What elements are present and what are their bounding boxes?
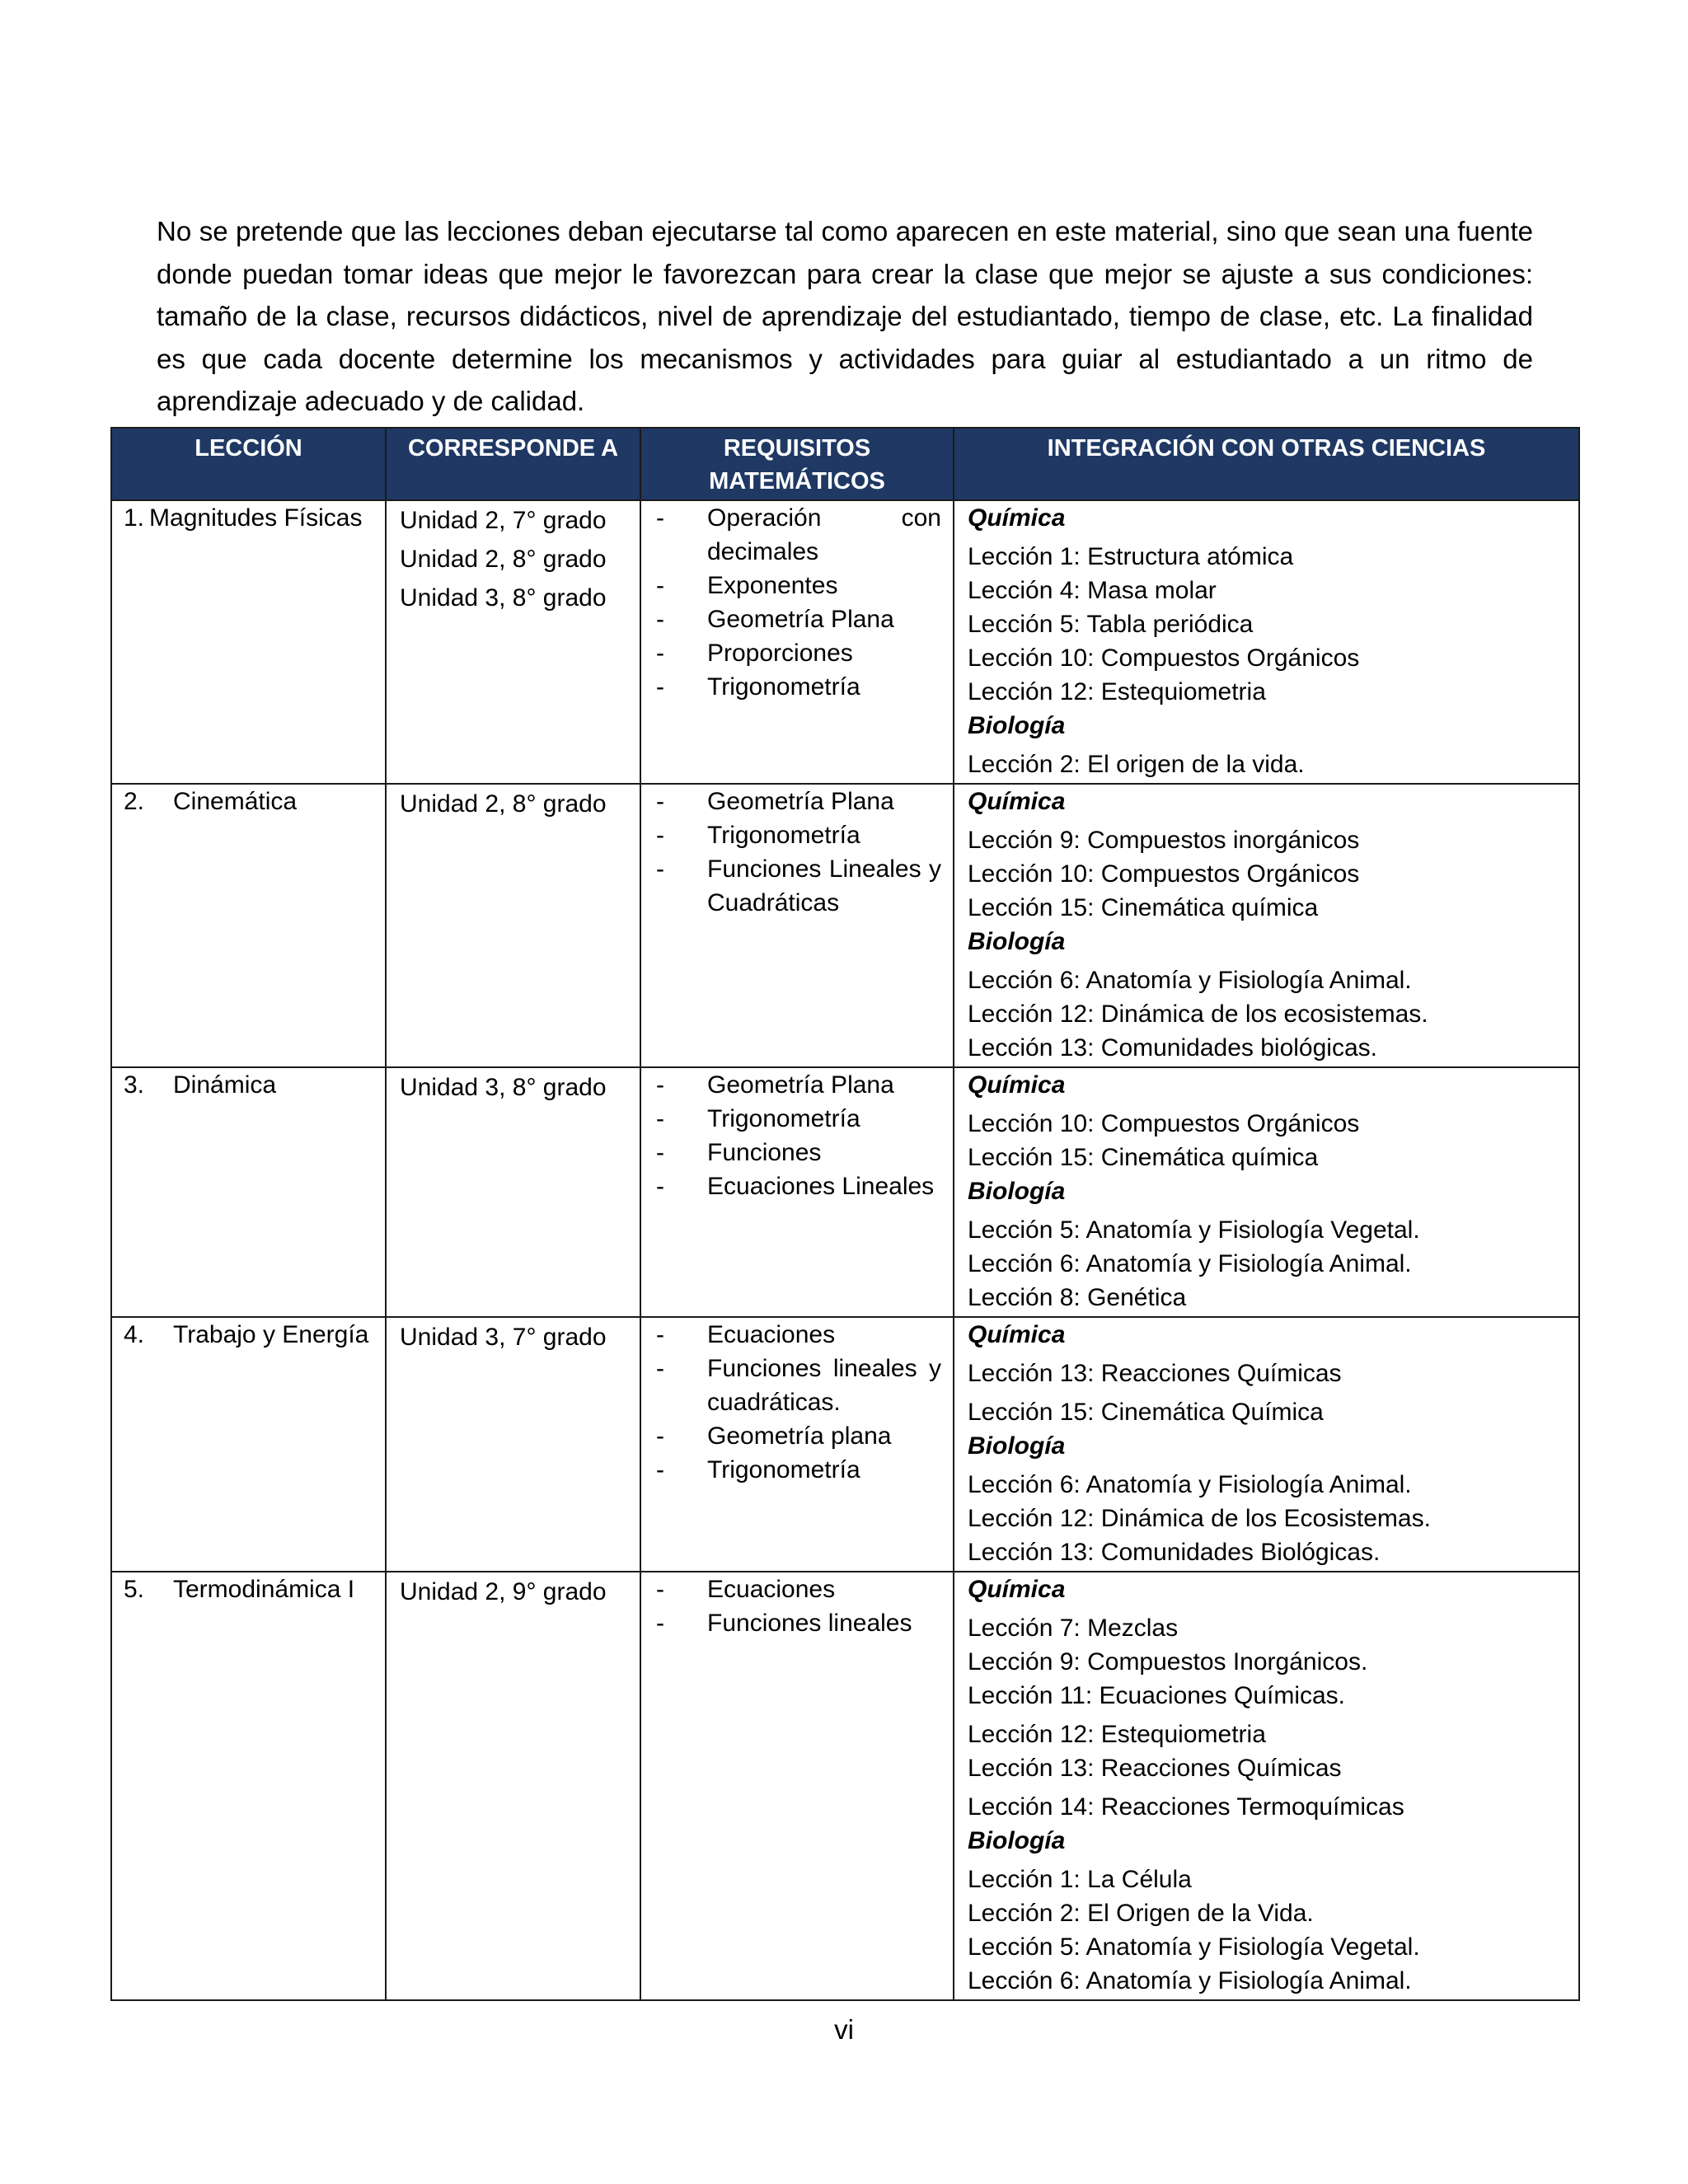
biology-lesson-item: Lección 13: Comunidades Biológicas. — [968, 1539, 1381, 1566]
lesson-cell — [111, 500, 386, 784]
requirements-list — [654, 1572, 945, 1640]
integration-cell — [954, 784, 1579, 1067]
subject-heading-biology: Biología — [968, 1432, 1066, 1460]
subject-heading-biology: Biología — [968, 1178, 1066, 1205]
lesson-number: 3. — [124, 1071, 145, 1099]
chemistry-lesson-item: Lección 9: Compuestos inorgánicos — [968, 827, 1360, 854]
subject-heading-chemistry: Química — [968, 1321, 1066, 1348]
header-leccion: LECCIÓN — [111, 428, 386, 500]
biology-lesson-item: Lección 2: El Origen de la Vida. — [968, 1900, 1314, 1927]
biology-lesson-item: Lección 8: Genética — [968, 1284, 1187, 1311]
lesson-name: Trabajo y Energía — [173, 1321, 369, 1348]
requirement-item: - Exponentes — [654, 569, 945, 602]
requirement-item: - Funciones — [654, 1136, 945, 1169]
intro-paragraph: No se pretende que las lecciones deban ejecutarse tal como aparecen en este material, sino que sean una fuente donde puedan tomar ideas que mejor le favorezcan para crear la clase que mejor se ajuste a sus condiciones: tamaño de la clase, recursos didácticos, nivel de aprendizaje del estudiantado, tiempo de clase, etc. La finalidad es que cada docente determine los mecanismos y actividades para guiar al estudiantado a un ritmo de aprendizaje adecuado y de calidad. — [157, 216, 1533, 416]
unit-item: Unidad 3, 8° grado — [400, 584, 607, 612]
requirement-item: - Ecuaciones Lineales — [654, 1169, 945, 1203]
table-row — [111, 1317, 1579, 1572]
biology-lesson-item: Lección 5: Anatomía y Fisiología Vegetal. — [968, 1933, 1420, 1961]
units-cell — [386, 1317, 640, 1572]
biology-lesson-item: Lección 13: Comunidades biológicas. — [968, 1034, 1377, 1062]
requirement-item: - Geometría Plana — [654, 1068, 945, 1102]
table-body — [111, 500, 1579, 2000]
subject-heading-chemistry: Química — [968, 1576, 1066, 1603]
lesson-name: Magnitudes Físicas — [149, 504, 363, 532]
units-cell — [386, 1572, 640, 2000]
biology-lesson-item: Lección 6: Anatomía y Fisiología Animal. — [968, 1967, 1412, 1994]
unit-item: Unidad 3, 7° grado — [400, 1324, 607, 1351]
unit-item: Unidad 3, 8° grado — [400, 1074, 607, 1101]
chemistry-lesson-item: Lección 10: Compuestos Orgánicos — [968, 644, 1360, 672]
requirement-item: - Geometría plana — [654, 1419, 945, 1453]
chemistry-lesson-item: Lección 11: Ecuaciones Químicas. — [968, 1682, 1346, 1709]
requirement-item: - Trigonometría — [654, 1102, 945, 1136]
table-row — [111, 784, 1579, 1067]
requirement-item: - Geometría Plana — [654, 785, 945, 818]
table-row — [111, 500, 1579, 784]
unit-item: Unidad 2, 9° grado — [400, 1578, 607, 1605]
page-number: vi — [834, 2014, 854, 2045]
biology-lesson-item: Lección 12: Dinámica de los ecosistemas. — [968, 1001, 1428, 1028]
lesson-cell — [111, 1317, 386, 1572]
lesson-name: Termodinámica I — [173, 1576, 355, 1603]
integration-cell — [954, 1067, 1579, 1317]
lesson-cell — [111, 1067, 386, 1317]
requirement-item: - Funciones Lineales y Cuadráticas — [654, 852, 945, 920]
requirements-cell — [640, 1067, 954, 1317]
requirements-list — [654, 1318, 945, 1487]
unit-item: Unidad 2, 8° grado — [400, 546, 607, 573]
subject-heading-chemistry: Química — [968, 1071, 1066, 1099]
requirement-item: - Trigonometría — [654, 1453, 945, 1487]
chemistry-lesson-item: Lección 15: Cinemática química — [968, 1144, 1319, 1171]
chemistry-lesson-item: Lección 12: Estequiometria — [968, 1721, 1266, 1748]
subject-heading-biology: Biología — [968, 928, 1066, 955]
table-row — [111, 1572, 1579, 2000]
chemistry-lesson-item: Lección 14: Reacciones Termoquímicas — [968, 1793, 1404, 1821]
units-cell — [386, 500, 640, 784]
unit-item: Unidad 2, 7° grado — [400, 507, 607, 534]
table-header-row — [111, 428, 1579, 500]
biology-lesson-item: Lección 6: Anatomía y Fisiología Animal. — [968, 967, 1412, 994]
subject-heading-chemistry: Química — [968, 788, 1066, 815]
subject-heading-biology: Biología — [968, 712, 1066, 739]
requirements-cell — [640, 500, 954, 784]
chemistry-lesson-item: Lección 4: Masa molar — [968, 577, 1217, 604]
lesson-number: 5. — [124, 1576, 145, 1603]
biology-lesson-item: Lección 12: Dinámica de los Ecosistemas. — [968, 1505, 1431, 1532]
chemistry-lesson-item: Lección 15: Cinemática química — [968, 894, 1319, 921]
header-requisitos-matematicos: REQUISITOS MATEMÁTICOS — [640, 428, 954, 500]
biology-lesson-item: Lección 6: Anatomía y Fisiología Animal. — [968, 1471, 1412, 1498]
chemistry-lesson-item: Lección 10: Compuestos Orgánicos — [968, 860, 1360, 888]
lesson-name: Dinámica — [173, 1071, 277, 1099]
requirement-item: - Funciones lineales — [654, 1606, 945, 1640]
unit-item: Unidad 2, 8° grado — [400, 790, 607, 818]
requirement-item: - Proporciones — [654, 636, 945, 670]
requirement-item: - Ecuaciones — [654, 1318, 945, 1352]
integration-cell — [954, 500, 1579, 784]
units-cell — [386, 1067, 640, 1317]
integration-cell — [954, 1572, 1579, 2000]
requirements-list — [654, 785, 945, 920]
requirements-cell — [640, 1317, 954, 1572]
requirement-item: - Geometría Plana — [654, 602, 945, 636]
biology-lesson-item: Lección 6: Anatomía y Fisiología Animal. — [968, 1250, 1412, 1277]
requirements-cell — [640, 1572, 954, 2000]
biology-lesson-item: Lección 5: Anatomía y Fisiología Vegetal. — [968, 1216, 1420, 1244]
requirements-list — [654, 1068, 945, 1203]
chemistry-lesson-item: Lección 5: Tabla periódica — [968, 611, 1254, 638]
requirement-item: - Ecuaciones — [654, 1572, 945, 1606]
requirements-cell — [640, 784, 954, 1067]
chemistry-lesson-item: Lección 10: Compuestos Orgánicos — [968, 1110, 1360, 1137]
lesson-number: 1. — [124, 504, 145, 532]
subject-heading-biology: Biología — [968, 1827, 1066, 1854]
subject-heading-chemistry: Química — [968, 504, 1066, 532]
biology-lesson-item: Lección 1: La Célula — [968, 1866, 1192, 1893]
chemistry-lesson-item: Lección 7: Mezclas — [968, 1615, 1179, 1642]
chemistry-lesson-item: Lección 13: Reacciones Químicas — [968, 1360, 1342, 1387]
chemistry-lesson-item: Lección 1: Estructura atómica — [968, 543, 1294, 570]
units-cell — [386, 784, 640, 1067]
chemistry-lesson-item: Lección 9: Compuestos Inorgánicos. — [968, 1648, 1368, 1675]
lesson-name: Cinemática — [173, 788, 298, 815]
biology-lesson-item: Lección 2: El origen de la vida. — [968, 751, 1305, 778]
requirements-list — [654, 501, 945, 704]
requirement-item: - Trigonometría — [654, 818, 945, 852]
requirement-item: - Funciones lineales y cuadráticas. — [654, 1352, 945, 1419]
table-row — [111, 1067, 1579, 1317]
lesson-number: 2. — [124, 788, 145, 815]
chemistry-lesson-item: Lección 15: Cinemática Química — [968, 1399, 1324, 1426]
lesson-cell — [111, 1572, 386, 2000]
lesson-cell — [111, 784, 386, 1067]
requirement-item: - Trigonometría — [654, 670, 945, 704]
requirement-item: - Operación con decimales — [654, 501, 945, 569]
chemistry-lesson-item: Lección 13: Reacciones Químicas — [968, 1755, 1342, 1782]
chemistry-lesson-item: Lección 12: Estequiometria — [968, 678, 1266, 705]
integration-cell — [954, 1317, 1579, 1572]
lesson-number: 4. — [124, 1321, 145, 1348]
header-corresponde-a: CORRESPONDE A — [386, 428, 640, 500]
header-integracion: INTEGRACIÓN CON OTRAS CIENCIAS — [954, 428, 1579, 500]
lessons-table — [110, 427, 1580, 2001]
